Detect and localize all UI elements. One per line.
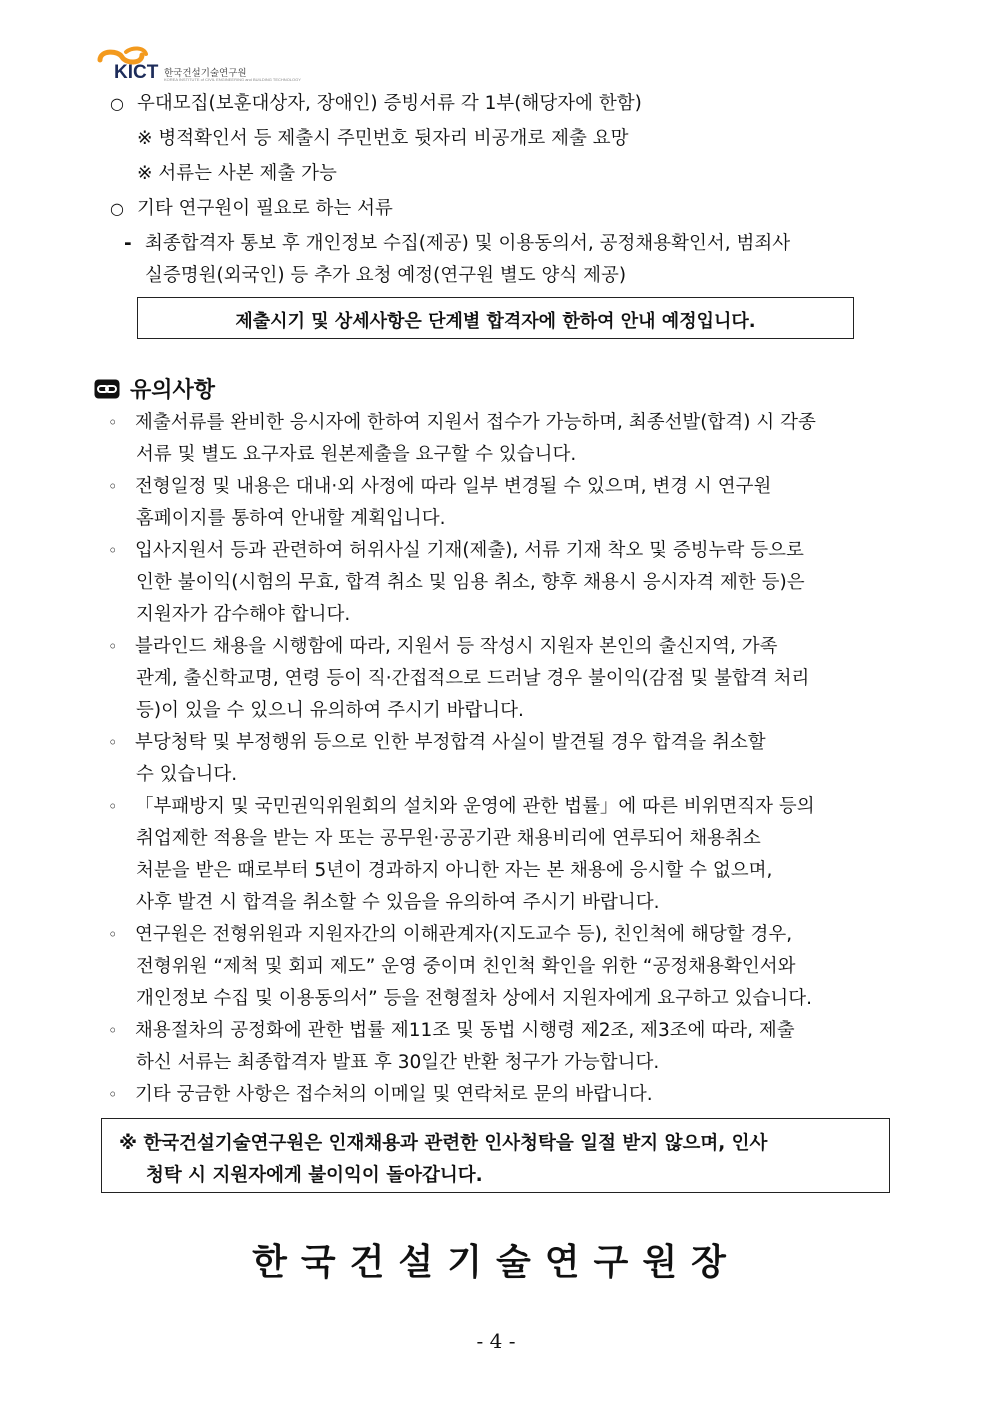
notice-item-7-line-1: 연구원은 전형위원과 지원자간의 이해관계자(지도교수 등), 친인척에 해당할 경우, [135,924,793,945]
notice-bullet: ◦ [108,733,118,752]
notice-bullet: ◦ [108,477,118,496]
dash-marker: - [124,233,132,254]
notice-item-4-line-1: 블라인드 채용을 시행함에 따라, 지원서 등 작성시 지원자 본인의 출신지역, 가족 [135,636,778,657]
notice-bullet: ◦ [108,541,118,560]
doc-item-2: 기타 연구원이 필요로 하는 서류 [137,198,393,219]
doc-note-1: ※ 병적확인서 등 제출시 주민번호 뒷자리 비공개로 제출 요망 [137,128,629,149]
notice-bullet: ◦ [108,797,118,816]
kict-logo [96,46,301,83]
notice-bullet: ◦ [108,1021,118,1040]
notice-item-3-line-2: 인한 불이익(시험의 무효, 합격 취소 및 임용 취소, 향후 채용시 응시자격 제한 등)은 [136,572,805,593]
notice-item-2-line-1: 전형일정 및 내용은 대내·외 사정에 따라 일부 변경될 수 있으며, 변경 시 연구원 [135,476,772,497]
notice-item-8-line-1: 채용절차의 공정화에 관한 법률 제11조 및 동법 시행령 제2조, 제3조에 따라, 제출 [135,1020,795,1041]
link-icon [94,379,120,399]
notice-item-5-line-2: 수 있습니다. [136,764,238,785]
notice-item-1-line-1: 제출서류를 완비한 응시자에 한하여 지원서 접수가 가능하며, 최종선발(합격) 시 각종 [135,412,816,433]
submission-notice-box [137,297,854,339]
notice-bullet: ◦ [108,637,118,656]
notice-item-9-line-1: 기타 궁금한 사항은 접수처의 이메일 및 연락처로 문의 바랍니다. [135,1084,653,1105]
notice-item-6-line-3: 처분을 받은 때로부터 5년이 경과하지 아니한 자는 본 채용에 응시할 수 없으며, [136,860,773,881]
notice-item-5-line-1: 부당청탁 및 부정행위 등으로 인한 부정합격 사실이 발견될 경우 합격을 취소할 [135,732,766,753]
notice-item-2-line-2: 홈페이지를 통하여 안내할 계획입니다. [136,508,446,529]
notice-item-3-line-1: 입사지원서 등과 관련하여 허위사실 기재(제출), 서류 기재 착오 및 증빙누락 등으로 [135,540,804,561]
warning-box [101,1118,890,1193]
doc-note-2: ※ 서류는 사본 제출 가능 [137,163,337,184]
notice-item-1-line-2: 서류 및 별도 요구자료 원본제출을 요구할 수 있습니다. [136,444,577,465]
notice-item-6-line-1: 「부패방지 및 국민권익위원회의 설치와 운영에 관한 법률」에 따른 비위면직자 등의 [135,796,815,817]
notice-bullet: ◦ [108,1085,118,1104]
notice-item-7-line-3: 개인정보 수집 및 이용동의서” 등을 전형절차 상에서 지원자에게 요구하고 있습니다. [136,988,813,1009]
notice-item-6-line-4: 사후 발견 시 합격을 취소할 수 있음을 유의하여 주시기 바랍니다. [136,892,660,913]
signature: 한국건설기술연구원장 [252,1242,740,1283]
warning-line-1: ※ 한국건설기술연구원은 인재채용과 관련한 인사청탁을 일절 받지 않으며, 인사 [119,1133,768,1154]
notice-item-3-line-3: 지원자가 감수해야 합니다. [136,604,351,625]
page-number: - 4 - [476,1329,516,1353]
notice-bullet: ◦ [108,413,118,432]
bullet: ○ [110,199,124,218]
doc-item-1: 우대모집(보훈대상자, 장애인) 증빙서류 각 1부(해당자에 한함) [137,93,642,114]
logo-text: KICT [114,62,159,83]
logo-name-en: KOREA INSTITUTE of CIVIL ENGINEERING and BUILDING TECHNOLOGY [164,77,301,82]
notice-bullet: ◦ [108,925,118,944]
doc-sub-1-line-2: 실증명원(외국인) 등 추가 요청 예정(연구원 별도 양식 제공) [145,265,627,286]
submission-notice-text: 제출시기 및 상세사항은 단계별 합격자에 한하여 안내 예정입니다. [235,311,756,332]
logo-name-ko: 한국건설기술연구원 [164,68,247,79]
notice-item-4-line-2: 관계, 출신학교명, 연령 등이 직·간접적으로 드러날 경우 불이익(감점 및 불합격 처리 [136,668,810,689]
notice-item-4-line-3: 등)이 있을 수 있으니 유의하여 주시기 바랍니다. [136,700,524,721]
notice-item-8-line-2: 하신 서류는 최종합격자 발표 후 30일간 반환 청구가 가능합니다. [136,1052,660,1073]
bullet: ○ [110,94,124,113]
notice-item-7-line-2: 전형위원 “제척 및 회피 제도” 운영 중이며 친인척 확인을 위한 “공정채용확인서와 [136,956,796,977]
doc-sub-1-line-1: 최종합격자 통보 후 개인정보 수집(제공) 및 이용동의서, 공정채용확인서, 범죄사 [145,233,791,254]
notice-item-6-line-2: 취업제한 적용을 받는 자 또는 공무원·공공기관 채용비리에 연루되어 채용취소 [136,828,761,849]
warning-line-2: 청탁 시 지원자에게 불이익이 돌아갑니다. [146,1165,483,1186]
section-title-notice: 유의사항 [130,378,216,403]
